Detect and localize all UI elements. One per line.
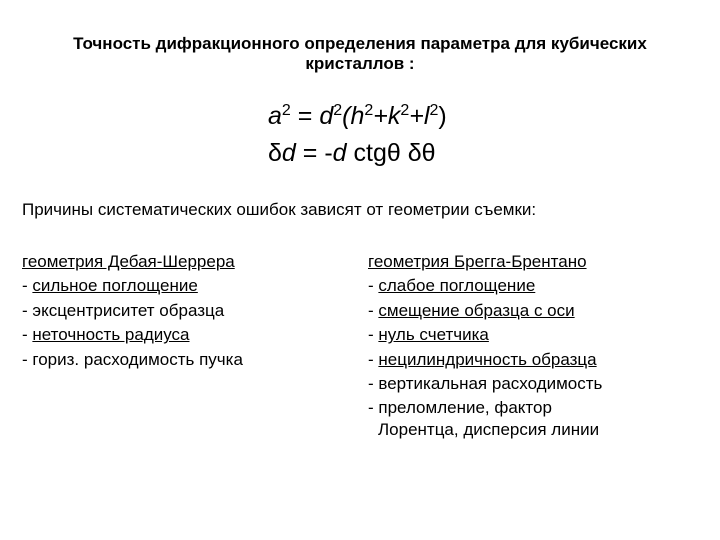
list-item (22, 348, 291, 372)
list-dash: - (22, 349, 33, 369)
list-item (22, 299, 291, 323)
var-d: d (332, 139, 347, 167)
formula-error-propagation (268, 139, 436, 167)
list-dash: - (368, 374, 379, 394)
list-item-text: нецилиндричность образца (378, 349, 597, 369)
intro-text: Причины систематических ошибок зависят от геометрии съемки: (22, 200, 537, 219)
list-dash: - (368, 276, 379, 296)
paren-close: ) (438, 102, 447, 130)
list-item-text: преломление, фактор (378, 398, 552, 418)
list-item (368, 274, 602, 298)
ctg-theta: ctgθ (346, 139, 408, 167)
exp: 2 (400, 102, 410, 119)
slide-title (0, 34, 720, 74)
list-item (22, 274, 291, 298)
list-dash: - (22, 300, 33, 320)
column-header: геометрия Дебая-Шеррера (22, 252, 235, 271)
debye-scherrer-column (22, 250, 291, 372)
list-item-text: неточность радиуса (32, 325, 190, 345)
list-item (368, 348, 602, 372)
list-item-text: сильное поглощение (32, 276, 198, 296)
delta-symbol: δ (268, 139, 282, 167)
equals: = (290, 102, 320, 130)
bragg-brentano-column (368, 250, 602, 442)
list-item-text: гориз. расходимость пучка (32, 349, 243, 369)
column-header: геометрия Брегга-Брентано (368, 252, 587, 271)
var-h: (h (342, 102, 365, 130)
list-item (368, 299, 602, 323)
list-dash: - (22, 276, 33, 296)
delta-theta: δθ (407, 139, 436, 167)
exp: 2 (333, 102, 343, 119)
list-item-text: слабое поглощение (378, 276, 536, 296)
var-l: +l (409, 102, 430, 130)
list-item (368, 372, 602, 396)
exp: 2 (429, 102, 439, 119)
var-d: d (319, 102, 334, 130)
list-dash: - (368, 398, 379, 418)
exp: 2 (364, 102, 374, 119)
list-item-continuation: Лорентца, дисперсия линии (378, 419, 600, 439)
exp: 2 (281, 102, 291, 119)
var-a: a (268, 102, 282, 130)
list-item-text: нуль счетчика (378, 325, 489, 345)
list-dash: - (368, 325, 379, 345)
list-item-text: смещение образца с оси (378, 300, 575, 320)
error-list (22, 274, 291, 372)
list-item-text: вертикальная расходимость (378, 374, 603, 394)
formula-lattice-parameter (268, 102, 447, 130)
list-item (368, 323, 602, 347)
equals-minus: = - (295, 139, 333, 167)
var-k: +k (373, 102, 401, 130)
list-dash: - (368, 300, 379, 320)
var-d: d (281, 139, 296, 167)
title-line-1: Точность дифракционного определения параметра для кубических (73, 34, 647, 53)
error-list (368, 274, 602, 420)
list-item-text: эксцентриситет образца (32, 300, 225, 320)
title-line-2: кристаллов : (305, 54, 415, 73)
list-dash: - (22, 325, 33, 345)
list-dash: - (368, 349, 379, 369)
list-item (22, 323, 291, 347)
